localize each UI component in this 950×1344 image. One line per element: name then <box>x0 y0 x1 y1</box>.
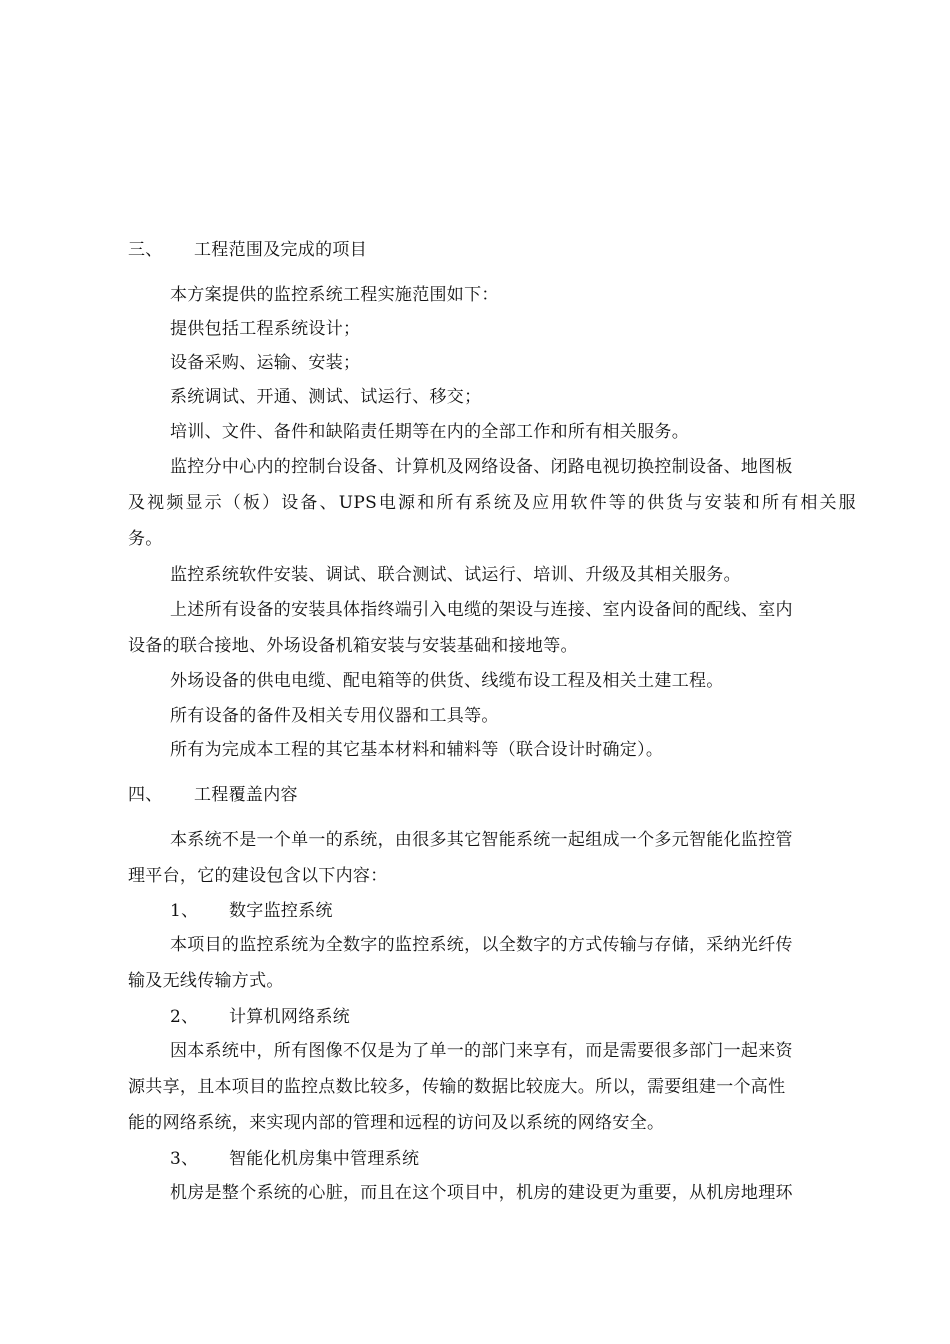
section-4-number: 四、 <box>128 785 163 805</box>
section-3-number: 三、 <box>128 240 163 260</box>
section-4-title: 工程覆盖内容 <box>194 785 298 805</box>
subsection-1-title: 数字监控系统 <box>229 901 333 921</box>
subsection-3-number: 3、 <box>170 1149 199 1169</box>
paragraph-line: 理平台，它的建设包含以下内容： <box>128 866 388 886</box>
subsection-3-heading <box>170 1148 419 1170</box>
paragraph-line: 提供包括工程系统设计； <box>170 319 361 339</box>
section-3-heading <box>128 239 367 261</box>
paragraph-line: 设备的联合接地、外场设备机箱安装与安装基础和接地等。 <box>128 636 578 656</box>
paragraph-line: 系统调试、开通、测试、试运行、移交； <box>170 387 482 407</box>
paragraph-line: 培训、文件、备件和缺陷责任期等在内的全部工作和所有相关服务。 <box>170 422 689 442</box>
paragraph-line: 监控分中心内的控制台设备、计算机及网络设备、闭路电视切换控制设备、地图板 <box>170 457 793 477</box>
paragraph-line: 所有设备的备件及相关专用仪器和工具等。 <box>170 706 499 726</box>
subsection-2-heading <box>170 1006 350 1028</box>
paragraph-line: 设备采购、运输、安装； <box>170 353 361 373</box>
paragraph-line: 本系统不是一个单一的系统，由很多其它智能系统一起组成一个多元智能化监控管 <box>170 830 793 850</box>
subsection-2-number: 2、 <box>170 1007 199 1027</box>
paragraph-line: 源共享，且本项目的监控点数比较多，传输的数据比较庞大。所以，需要组建一个高性 <box>128 1077 786 1097</box>
section-3-title: 工程范围及完成的项目 <box>194 240 367 260</box>
subsection-1-heading <box>170 900 333 922</box>
paragraph-line: 外场设备的供电电缆、配电箱等的供货、线缆布设工程及相关土建工程。 <box>170 671 724 691</box>
paragraph-line: 务。 <box>128 529 163 549</box>
subsection-1-number: 1、 <box>170 901 199 921</box>
paragraph-line: 本项目的监控系统为全数字的监控系统，以全数字的方式传输与存储，采纳光纤传 <box>170 935 793 955</box>
paragraph-line: 能的网络系统，来实现内部的管理和远程的访问及以系统的网络安全。 <box>128 1113 665 1133</box>
paragraph-line: 监控系统软件安装、调试、联合测试、试运行、培训、升级及其相关服务。 <box>170 565 741 585</box>
paragraph-line: 及视频显示（板）设备、UPS电源和所有系统及应用软件等的供货与安装和所有相关服 <box>128 493 856 513</box>
subsection-2-title: 计算机网络系统 <box>229 1007 351 1027</box>
paragraph-line: 因本系统中，所有图像不仅是为了单一的部门来享有，而是需要很多部门一起来资 <box>170 1041 793 1061</box>
paragraph-line: 输及无线传输方式。 <box>128 971 284 991</box>
section-4-heading <box>128 784 298 806</box>
paragraph-line: 机房是整个系统的心脏，而且在这个项目中，机房的建设更为重要，从机房地理环 <box>170 1183 793 1203</box>
paragraph-line: 上述所有设备的安装具体指终端引入电缆的架设与连接、室内设备间的配线、室内 <box>170 600 793 620</box>
subsection-3-title: 智能化机房集中管理系统 <box>229 1149 420 1169</box>
paragraph-line: 本方案提供的监控系统工程实施范围如下： <box>170 285 499 305</box>
paragraph-line: 所有为完成本工程的其它基本材料和辅料等（联合设计时确定）。 <box>170 740 664 760</box>
